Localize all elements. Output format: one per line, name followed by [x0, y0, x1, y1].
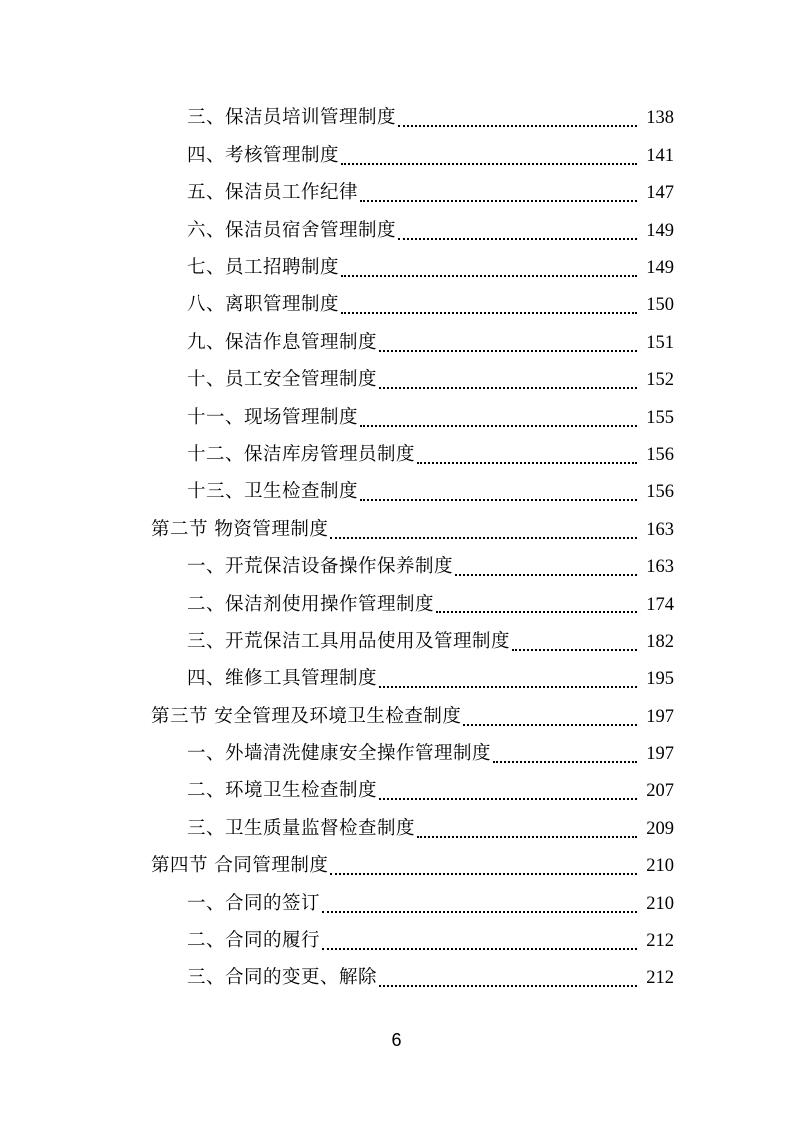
toc-entry-page: 207 — [646, 781, 674, 802]
dot-leader — [379, 386, 637, 389]
toc-entry-page: 163 — [646, 519, 674, 540]
toc-section-entry[interactable] — [0, 698, 793, 735]
toc-entry[interactable] — [0, 960, 793, 997]
toc-entry-title: 第二节 物资管理制度 — [151, 518, 329, 540]
toc-entry-page: 182 — [646, 631, 674, 652]
dot-leader — [360, 498, 637, 501]
toc-entry-title: 三、保洁员培训管理制度 — [187, 107, 397, 129]
dot-leader — [341, 274, 637, 277]
dot-leader — [493, 760, 637, 763]
toc-entry-title: 一、合同的签订 — [187, 892, 321, 914]
toc-entry-title: 第三节 安全管理及环境卫生检查制度 — [151, 705, 462, 727]
toc-entry-page: 163 — [646, 557, 674, 578]
dot-leader — [360, 424, 637, 427]
dot-leader — [379, 349, 637, 352]
dot-leader — [322, 910, 637, 913]
toc-entry-page: 195 — [646, 669, 674, 690]
toc-entry[interactable] — [0, 250, 793, 287]
toc-entry-title: 十一、现场管理制度 — [187, 406, 359, 428]
toc-entry-page: 141 — [646, 145, 674, 166]
toc-entry-title: 三、卫生质量监督检查制度 — [187, 817, 416, 839]
toc-entry-page: 151 — [646, 332, 674, 353]
toc-entry-page: 152 — [646, 370, 674, 391]
toc-entry-page: 150 — [646, 295, 674, 316]
toc-entry[interactable] — [0, 362, 793, 399]
toc-entry-title: 二、环境卫生检查制度 — [187, 780, 378, 802]
toc-entry[interactable] — [0, 661, 793, 698]
dot-leader — [417, 461, 637, 464]
toc-entry-page: 197 — [646, 744, 674, 765]
toc-entry[interactable] — [0, 437, 793, 474]
toc-entry-title: 十二、保洁库房管理员制度 — [187, 443, 416, 465]
toc-entry-title: 四、考核管理制度 — [187, 144, 340, 166]
toc-entry[interactable] — [0, 586, 793, 623]
toc-section-entry[interactable] — [0, 848, 793, 885]
toc-entry-title: 三、开荒保洁工具用品使用及管理制度 — [187, 630, 511, 652]
toc-entry[interactable] — [0, 474, 793, 511]
toc-entry-page: 210 — [646, 856, 674, 877]
toc-entry-page: 138 — [646, 108, 674, 129]
toc-entry[interactable] — [0, 923, 793, 960]
toc-entry-title: 七、员工招聘制度 — [187, 257, 340, 278]
toc-entry-title: 六、保洁员宿舍管理制度 — [187, 219, 397, 241]
dot-leader — [463, 723, 637, 726]
toc-entry-page: 197 — [646, 706, 674, 727]
toc-entry-page: 156 — [646, 444, 674, 465]
dot-leader — [379, 685, 637, 688]
dot-leader — [512, 648, 637, 651]
toc-entry-title: 十三、卫生检查制度 — [187, 481, 359, 503]
toc-entry[interactable] — [0, 773, 793, 810]
dot-leader — [398, 124, 637, 127]
toc-entry[interactable] — [0, 736, 793, 773]
toc-entry-page: 174 — [646, 594, 674, 615]
dot-leader — [330, 872, 637, 875]
toc-entry[interactable] — [0, 175, 793, 212]
toc-entry-title: 一、开荒保洁设备操作保养制度 — [187, 556, 454, 578]
toc-entry-page: 149 — [646, 220, 674, 241]
toc-entry-title: 四、维修工具管理制度 — [187, 668, 378, 690]
dot-leader — [398, 237, 637, 240]
toc-entry-title: 五、保洁员工作纪律 — [187, 182, 359, 204]
toc-entry-page: 149 — [646, 258, 674, 278]
toc-entry[interactable] — [0, 549, 793, 586]
toc-entry[interactable] — [0, 885, 793, 922]
dot-leader — [330, 536, 637, 539]
page-number: 6 — [391, 1030, 402, 1050]
toc-entry-title: 二、合同的履行 — [187, 930, 321, 952]
toc-entry[interactable] — [0, 212, 793, 249]
dot-leader — [455, 573, 637, 576]
toc-entry[interactable] — [0, 100, 793, 137]
dot-leader — [379, 797, 637, 800]
dot-leader — [436, 610, 637, 613]
toc-entry[interactable] — [0, 324, 793, 361]
toc-entry-page: 155 — [646, 407, 674, 428]
table-of-contents — [0, 100, 793, 997]
toc-entry-title: 一、外墙清洗健康安全操作管理制度 — [187, 743, 492, 765]
toc-entry-page: 147 — [646, 183, 674, 204]
toc-entry-title: 二、保洁剂使用操作管理制度 — [187, 593, 435, 615]
toc-section-entry[interactable] — [0, 511, 793, 548]
dot-leader — [322, 947, 637, 950]
dot-leader — [341, 311, 637, 314]
toc-entry-title: 第四节 合同管理制度 — [151, 855, 329, 877]
toc-entry[interactable] — [0, 810, 793, 847]
toc-entry-page: 212 — [646, 931, 674, 952]
toc-entry-title: 十、员工安全管理制度 — [187, 369, 378, 391]
toc-entry-page: 212 — [646, 968, 674, 989]
toc-entry[interactable] — [0, 623, 793, 660]
toc-entry-page: 156 — [646, 482, 674, 503]
dot-leader — [417, 835, 637, 838]
toc-entry-page: 209 — [646, 818, 674, 839]
toc-entry-title: 九、保洁作息管理制度 — [187, 331, 378, 353]
dot-leader — [341, 162, 637, 165]
toc-entry-title: 三、合同的变更、解除 — [187, 967, 378, 989]
toc-entry-title: 八、离职管理制度 — [187, 294, 340, 316]
toc-entry-page: 210 — [646, 893, 674, 914]
dot-leader — [379, 984, 637, 987]
toc-entry[interactable] — [0, 399, 793, 436]
toc-entry[interactable] — [0, 287, 793, 324]
toc-entry[interactable] — [0, 137, 793, 174]
dot-leader — [360, 199, 637, 202]
